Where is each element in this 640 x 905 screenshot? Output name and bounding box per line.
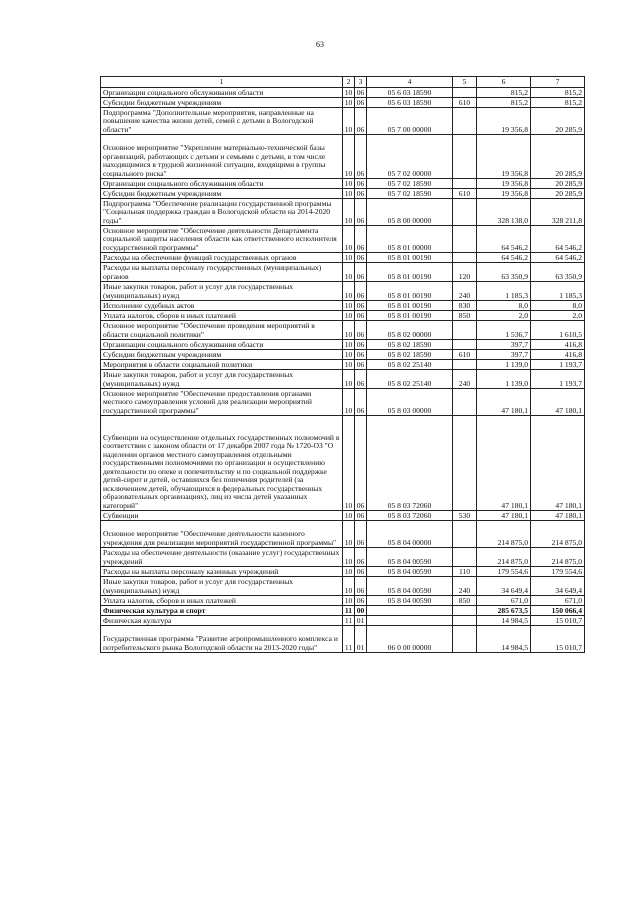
section-cell: 10 [343,511,355,521]
name-cell: Организации социального обслуживания области [101,179,343,189]
section-cell: 10 [343,370,355,389]
amount-2020-cell: 328 211,8 [531,199,585,226]
target-code-cell: 05 8 04 00590 [367,548,453,567]
target-code-cell: 05 8 00 00000 [367,199,453,226]
name-cell: Субсидии бюджетным учреждениям [101,350,343,360]
section-cell: 10 [343,301,355,311]
target-code-cell: 05 8 01 00000 [367,226,453,253]
target-code-cell: 05 7 02 00000 [367,135,453,179]
target-code-cell: 05 8 04 00590 [367,596,453,606]
target-code-cell: 05 8 02 18590 [367,350,453,360]
amount-2019-cell: 815,2 [477,98,531,108]
table-row [101,253,585,263]
amount-2019-cell: 63 350,9 [477,263,531,282]
subsection-cell: 06 [355,511,367,521]
budget-table [100,76,585,653]
name-cell: Мероприятия в области социальной политики [101,360,343,370]
amount-2019-cell: 19 356,8 [477,179,531,189]
subsection-cell: 06 [355,311,367,321]
header-cell: 4 [367,77,453,88]
amount-2020-cell: 179 554,6 [531,567,585,577]
header-cell: 5 [453,77,477,88]
name-cell: Подпрограмма "Дополнительные мероприятия, направленные на повышение качества жизни детей, семей с детьми в Вологодской области" [101,108,343,135]
expense-type-cell: 610 [453,98,477,108]
name-cell: Субвенции на осуществление отдельных государственных полномочий в соответствии с законом области от 17 декабря 2007 года № 1720-ОЗ "О наделении органов местного самоуправления отдельными государственными полномочиями по организации и осуществлению деятельности по опеке и попечительству и по социальной поддержке детей-сирот и детей, оставшихся без попечения родителей (за исключением детей, обучающихся в федеральных государственных образовательных организациях), лиц из числа детей указанных категорий" [101,416,343,511]
amount-2019-cell: 34 649,4 [477,577,531,596]
table-row [101,282,585,301]
expense-type-cell [453,416,477,511]
expense-type-cell: 830 [453,301,477,311]
name-cell: Основное мероприятие "Обеспечение проведения мероприятий в области социальной политики" [101,321,343,340]
section-cell: 10 [343,521,355,548]
subsection-cell: 06 [355,389,367,416]
target-code-cell: 05 7 00 00000 [367,108,453,135]
table-row [101,577,585,596]
amount-2020-cell: 214 875,0 [531,521,585,548]
amount-2019-cell: 64 546,2 [477,226,531,253]
amount-2020-cell: 416,8 [531,350,585,360]
header-cell: 3 [355,77,367,88]
target-code-cell [367,606,453,616]
target-code-cell: 05 8 03 72060 [367,416,453,511]
amount-2020-cell: 1 193,7 [531,360,585,370]
expense-type-cell: 240 [453,282,477,301]
name-cell: Основное мероприятие "Обеспечение деятельности казенного учреждения для реализации мероприятий государственной программы" [101,521,343,548]
subsection-cell: 06 [355,360,367,370]
subsection-cell: 06 [355,135,367,179]
subsection-cell: 06 [355,321,367,340]
section-cell: 10 [343,88,355,98]
table-row [101,108,585,135]
amount-2020-cell: 416,8 [531,340,585,350]
subsection-cell: 06 [355,108,367,135]
expense-type-cell [453,135,477,179]
subsection-cell: 06 [355,340,367,350]
name-cell: Организации социального обслуживания области [101,88,343,98]
section-cell: 10 [343,253,355,263]
expense-type-cell [453,253,477,263]
section-cell: 10 [343,416,355,511]
name-cell: Физическая культура и спорт [101,606,343,616]
amount-2019-cell: 1 139,0 [477,360,531,370]
table-row [101,511,585,521]
section-cell: 10 [343,567,355,577]
section-cell: 10 [343,226,355,253]
name-cell: Организации социального обслуживания области [101,340,343,350]
amount-2019-cell: 214 875,0 [477,521,531,548]
table-row [101,548,585,567]
table-header-row [101,77,585,88]
subsection-cell: 06 [355,370,367,389]
name-cell: Основное мероприятие "Укрепление материально-технической базы организаций, работающих с детьми и семьями с детьми, в том числе находящимися в трудной жизненной ситуации, входящими в группы социального риска" [101,135,343,179]
name-cell: Физическая культура [101,616,343,626]
amount-2019-cell: 328 138,0 [477,199,531,226]
expense-type-cell [453,340,477,350]
expense-type-cell [453,199,477,226]
target-code-cell: 05 7 02 18590 [367,189,453,199]
subsection-cell: 06 [355,350,367,360]
section-cell: 10 [343,350,355,360]
subsection-cell: 06 [355,189,367,199]
section-cell: 10 [343,179,355,189]
expense-type-cell [453,606,477,616]
table-row [101,311,585,321]
expense-type-cell: 110 [453,567,477,577]
subsection-cell: 06 [355,98,367,108]
amount-2020-cell: 15 010,7 [531,616,585,626]
amount-2019-cell: 214 875,0 [477,548,531,567]
table-row [101,370,585,389]
expense-type-cell [453,360,477,370]
subsection-cell: 06 [355,253,367,263]
header-cell: 2 [343,77,355,88]
name-cell: Субвенции [101,511,343,521]
table-row [101,135,585,179]
amount-2020-cell: 47 180,1 [531,416,585,511]
name-cell: Иные закупки товаров, работ и услуг для государственных (муниципальных) нужд [101,282,343,301]
table-row [101,567,585,577]
target-code-cell: 05 8 02 00000 [367,321,453,340]
section-cell: 11 [343,626,355,653]
section-cell: 10 [343,108,355,135]
section-cell: 11 [343,616,355,626]
target-code-cell: 05 8 02 18590 [367,340,453,350]
target-code-cell: 05 8 01 00190 [367,282,453,301]
amount-2020-cell: 2,0 [531,311,585,321]
amount-2020-cell: 20 285,9 [531,108,585,135]
subsection-cell: 06 [355,548,367,567]
amount-2020-cell: 20 285,9 [531,189,585,199]
amount-2019-cell: 815,2 [477,88,531,98]
table-row [101,416,585,511]
expense-type-cell: 530 [453,511,477,521]
name-cell: Основное мероприятие "Обеспечение деятельности Департамента социальной защиты населения области как ответственного исполнителя государственной программы" [101,226,343,253]
expense-type-cell [453,389,477,416]
subsection-cell: 00 [355,606,367,616]
target-code-cell: 05 8 04 00590 [367,567,453,577]
expense-type-cell: 610 [453,350,477,360]
page-number: 63 [316,40,324,49]
amount-2019-cell: 2,0 [477,311,531,321]
section-cell: 10 [343,596,355,606]
amount-2020-cell: 671,0 [531,596,585,606]
amount-2019-cell: 19 356,8 [477,189,531,199]
section-cell: 10 [343,135,355,179]
amount-2019-cell: 1 185,3 [477,282,531,301]
amount-2020-cell: 214 875,0 [531,548,585,567]
section-cell: 10 [343,98,355,108]
target-code-cell: 05 8 01 00190 [367,263,453,282]
subsection-cell: 06 [355,521,367,548]
amount-2019-cell: 179 554,6 [477,567,531,577]
target-code-cell: 05 8 04 00000 [367,521,453,548]
amount-2019-cell: 47 180,1 [477,389,531,416]
target-code-cell: 05 8 03 72060 [367,511,453,521]
name-cell: Иные закупки товаров, работ и услуг для государственных (муниципальных) нужд [101,577,343,596]
section-cell: 10 [343,548,355,567]
expense-type-cell: 850 [453,311,477,321]
expense-type-cell [453,88,477,98]
name-cell: Субсидии бюджетным учреждениям [101,189,343,199]
amount-2019-cell: 19 356,8 [477,108,531,135]
target-code-cell: 05 8 02 25140 [367,370,453,389]
expense-type-cell: 120 [453,263,477,282]
header-cell: 6 [477,77,531,88]
subsection-cell: 06 [355,88,367,98]
subsection-cell: 06 [355,226,367,253]
name-cell: Субсидии бюджетным учреждениям [101,98,343,108]
expense-type-cell [453,626,477,653]
table-row [101,340,585,350]
name-cell: Расходы на выплаты персоналу казенных учреждений [101,567,343,577]
amount-2020-cell: 150 066,4 [531,606,585,616]
name-cell: Расходы на выплаты персоналу государственных (муниципальных) органов [101,263,343,282]
section-cell: 10 [343,199,355,226]
table-row [101,360,585,370]
table-row [101,616,585,626]
expense-type-cell [453,108,477,135]
amount-2020-cell: 47 180,1 [531,511,585,521]
table-row [101,263,585,282]
table-row [101,88,585,98]
amount-2019-cell: 14 984,5 [477,616,531,626]
table-row [101,301,585,311]
target-code-cell: 06 0 00 00000 [367,626,453,653]
table-row [101,389,585,416]
amount-2019-cell: 47 180,1 [477,511,531,521]
subsection-cell: 06 [355,577,367,596]
expense-type-cell [453,179,477,189]
section-cell: 10 [343,189,355,199]
name-cell: Государственная программа "Развитие агропромышленного комплекса и потребительского рынка Вологодской области на 2013-2020 годы" [101,626,343,653]
expense-type-cell [453,548,477,567]
amount-2020-cell: 15 010,7 [531,626,585,653]
table-row [101,226,585,253]
table-row [101,189,585,199]
target-code-cell: 05 7 02 18590 [367,179,453,189]
subsection-cell: 06 [355,567,367,577]
section-cell: 10 [343,389,355,416]
subsection-cell: 06 [355,596,367,606]
table-body [101,88,585,653]
target-code-cell: 05 8 04 00590 [367,577,453,596]
subsection-cell: 06 [355,416,367,511]
amount-2019-cell: 397,7 [477,340,531,350]
amount-2020-cell: 20 285,9 [531,179,585,189]
target-code-cell: 05 8 03 00000 [367,389,453,416]
target-code-cell [367,616,453,626]
name-cell: Уплата налогов, сборов и иных платежей [101,596,343,606]
amount-2020-cell: 815,2 [531,88,585,98]
section-cell: 10 [343,321,355,340]
name-cell: Основное мероприятие "Обеспечение предоставления органами местного самоуправления условий для реализации мероприятий государственной программы" [101,389,343,416]
amount-2019-cell: 1 536,7 [477,321,531,340]
expense-type-cell: 240 [453,577,477,596]
expense-type-cell: 610 [453,189,477,199]
header-cell: 7 [531,77,585,88]
section-cell: 10 [343,282,355,301]
target-code-cell: 05 8 01 00190 [367,311,453,321]
subsection-cell: 06 [355,199,367,226]
amount-2020-cell: 63 350,9 [531,263,585,282]
amount-2019-cell: 14 984,5 [477,626,531,653]
name-cell: Уплата налогов, сборов и иных платежей [101,311,343,321]
expense-type-cell [453,521,477,548]
table-row [101,350,585,360]
name-cell: Подпрограмма "Обеспечение реализации государственной программы "Социальная поддержка граждан в Вологодской области на 2014-2020 годы" [101,199,343,226]
target-code-cell: 05 6 03 18590 [367,88,453,98]
amount-2020-cell: 64 546,2 [531,253,585,263]
amount-2020-cell: 8,0 [531,301,585,311]
name-cell: Расходы на обеспечение деятельности (оказание услуг) государственных учреждений [101,548,343,567]
amount-2019-cell: 64 546,2 [477,253,531,263]
table-row [101,179,585,189]
name-cell: Расходы на обеспечение функций государственных органов [101,253,343,263]
table-row [101,521,585,548]
section-cell: 11 [343,606,355,616]
amount-2019-cell: 285 673,5 [477,606,531,616]
subsection-cell: 01 [355,626,367,653]
expense-type-cell [453,321,477,340]
section-cell: 10 [343,577,355,596]
name-cell: Исполнение судебных актов [101,301,343,311]
target-code-cell: 05 8 01 00190 [367,301,453,311]
amount-2019-cell: 1 139,0 [477,370,531,389]
section-cell: 10 [343,340,355,350]
amount-2020-cell: 1 185,3 [531,282,585,301]
expense-type-cell: 850 [453,596,477,606]
target-code-cell: 05 8 02 25140 [367,360,453,370]
target-code-cell: 05 8 01 00190 [367,253,453,263]
header-cell: 1 [101,77,343,88]
name-cell: Иные закупки товаров, работ и услуг для государственных (муниципальных) нужд [101,370,343,389]
subsection-cell: 06 [355,263,367,282]
table-row [101,321,585,340]
amount-2019-cell: 671,0 [477,596,531,606]
amount-2020-cell: 1 193,7 [531,370,585,389]
amount-2019-cell: 47 180,1 [477,416,531,511]
table-row [101,626,585,653]
section-cell: 10 [343,263,355,282]
subsection-cell: 01 [355,616,367,626]
amount-2020-cell: 1 610,5 [531,321,585,340]
section-cell: 10 [343,360,355,370]
target-code-cell: 05 6 03 18590 [367,98,453,108]
expense-type-cell [453,616,477,626]
amount-2020-cell: 815,2 [531,98,585,108]
amount-2020-cell: 34 649,4 [531,577,585,596]
table-row [101,98,585,108]
expense-type-cell [453,226,477,253]
amount-2020-cell: 47 180,1 [531,389,585,416]
subsection-cell: 06 [355,282,367,301]
amount-2019-cell: 19 356,8 [477,135,531,179]
expense-type-cell: 240 [453,370,477,389]
subsection-cell: 06 [355,179,367,189]
amount-2020-cell: 20 285,9 [531,135,585,179]
table-row [101,199,585,226]
subsection-cell: 06 [355,301,367,311]
amount-2019-cell: 397,7 [477,350,531,360]
table-row [101,606,585,616]
amount-2020-cell: 64 546,2 [531,226,585,253]
table-row [101,596,585,606]
section-cell: 10 [343,311,355,321]
amount-2019-cell: 8,0 [477,301,531,311]
